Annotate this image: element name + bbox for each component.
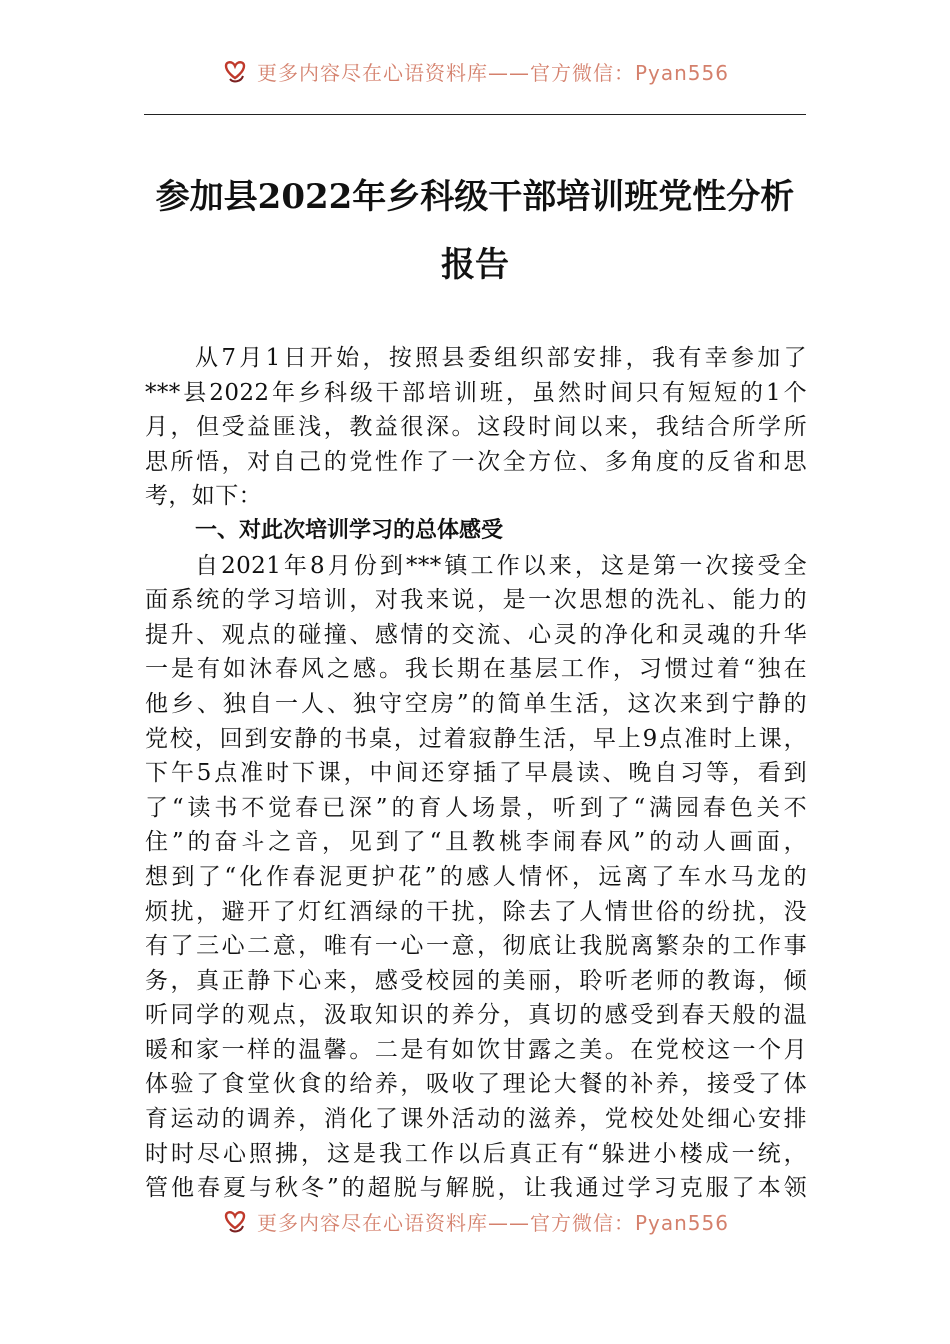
section-line: 自2021年8月份到***镇工作以来，这是第一次接受全	[195, 552, 807, 579]
heart-swirl-logo-icon	[221, 57, 249, 85]
intro-line: 月，但受益匪浅，教益很深。这段时间以来，我结合所学所	[145, 414, 807, 441]
section-line: 暖和家一样的温馨。二是有如饮甘露之美。在党校这一个月	[145, 1036, 807, 1063]
watermark-header	[0, 56, 950, 86]
section-line: 听同学的观点，汲取知识的养分，真切的感受到春天般的温	[145, 1002, 807, 1029]
section-line: 一是有如沐春风之感。我长期在基层工作，习惯过着“独在	[145, 656, 807, 683]
document-title-line2: 报告	[441, 245, 509, 285]
section-line: 他乡、独自一人、独守空房”的简单生活，这次来到宁静的	[145, 690, 807, 717]
header-rule	[144, 114, 806, 115]
watermark-text: 更多内容尽在心语资料库——官方微信：Pyan556	[256, 60, 729, 85]
section-heading: 一、对此次培训学习的总体感受	[195, 517, 504, 543]
intro-line: 思所悟，对自己的党性作了一次全方位、多角度的反省和思	[145, 448, 807, 475]
section-line: 住”的奋斗之音，见到了“且教桃李闹春风”的动人画面，	[145, 829, 807, 856]
section-line: 时时尽心照拂，这是我工作以后真正有“躲进小楼成一统，	[145, 1140, 807, 1167]
document-body	[145, 341, 807, 1206]
section-line: 想到了“化作春泥更护花”的感人情怀，远离了车水马龙的	[145, 863, 807, 890]
section-line: 育运动的调养，消化了课外活动的滋养，党校处处细心安排	[145, 1106, 807, 1133]
section-line: 有了三心二意，唯有一心一意，彻底让我脱离繁杂的工作事	[145, 933, 807, 960]
intro-line: 从7月1日开始，按照县委组织部安排，我有幸参加了	[195, 345, 807, 371]
section-line: 体验了食堂伙食的给养，吸收了理论大餐的补养，接受了体	[145, 1071, 807, 1098]
section-line: 管他春夏与秋冬”的超脱与解脱，让我通过学习克服了本领	[145, 1175, 807, 1202]
section-line: 烦扰，避开了灯红酒绿的干扰，除去了人情世俗的纷扰，没	[145, 898, 807, 925]
section-line: 党校，回到安静的书桌，过着寂静生活，早上9点准时上课，	[145, 725, 807, 752]
intro-line: ***县2022年乡科级干部培训班，虽然时间只有短短的1个	[145, 379, 807, 406]
heart-swirl-logo-icon	[221, 1207, 249, 1235]
watermark-text: 更多内容尽在心语资料库——官方微信：Pyan556	[256, 1210, 729, 1235]
section-line: 提升、观点的碰撞、感情的交流、心灵的净化和灵魂的升华	[145, 621, 807, 648]
section-line: 下午5点准时下课，中间还穿插了早晨读、晚自习等，看到	[145, 760, 807, 787]
watermark-footer	[0, 1206, 950, 1236]
document-title-line1: 参加县2022年乡科级干部培训班党性分析	[155, 177, 795, 217]
section-line: 面系统的学习培训，对我来说，是一次思想的洗礼、能力的	[145, 587, 807, 614]
intro-line: 考，如下：	[145, 483, 262, 510]
section-line: 务，真正静下心来，感受校园的美丽，聆听老师的教诲，倾	[145, 967, 807, 994]
section-line: 了“读书不觉春已深”的育人场景，听到了“满园春色关不	[145, 794, 807, 821]
